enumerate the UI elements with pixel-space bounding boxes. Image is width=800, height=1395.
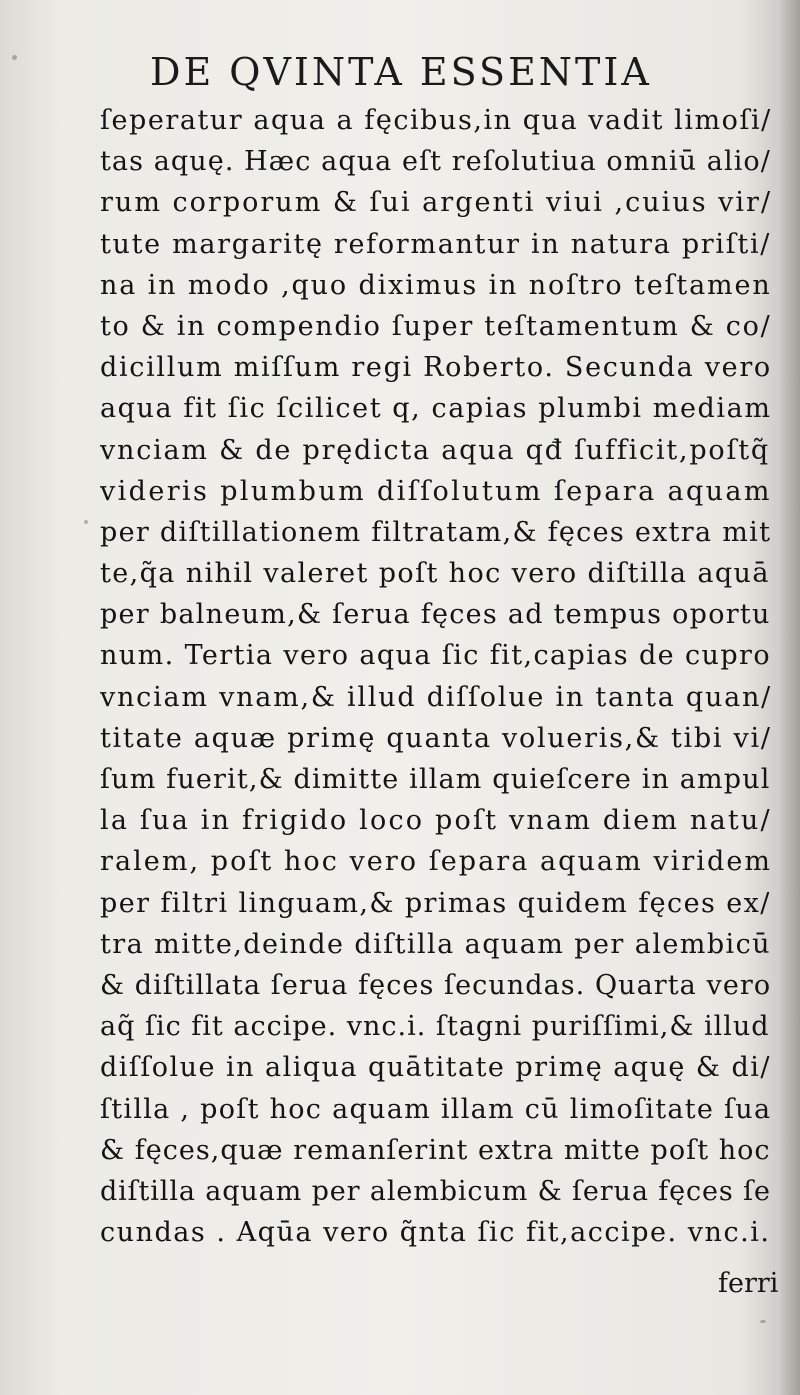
text-line: per balneum,& ſerua fęces ad tempus oportu — [100, 599, 771, 631]
text-line: & fęces,quæ remanſerint extra mitte poſt hoc — [100, 1134, 771, 1166]
body-text — [100, 100, 780, 1253]
running-title: DE QVINTA ESSENTIA — [150, 50, 652, 94]
text-line: aq̃ ſic fit accipe. vnc.i. ſtagni puriſſimi,& illud — [100, 1011, 770, 1043]
text-line: te,q̃a nihil valeret poſt hoc vero diſtilla aquā — [100, 558, 770, 590]
text-line: per diſtillationem filtratam,& fęces extra mit — [100, 516, 772, 548]
text-line: tas aquę. Hæc aqua eſt reſolutiua omniū alio/ — [100, 146, 771, 178]
text-line: per filtri linguam,& primas quidem fęces ex/ — [100, 887, 771, 919]
catchword: ferri — [718, 1268, 779, 1299]
text-line: vnciam vnam,& illud diſſolue in tanta quan/ — [100, 681, 773, 713]
text-line: num. Tertia vero aqua ſic fit,capias de cupro — [100, 640, 772, 672]
text-line: rum corporum & ſui argenti viui ,cuius vir/ — [100, 187, 773, 219]
binding-gutter-shadow — [778, 0, 800, 1395]
text-line: ſtilla , poſt hoc aquam illam cū limoſitate ſua — [100, 1093, 772, 1125]
text-line: to & in compendio ſuper teſtamentum & co/ — [100, 310, 772, 342]
text-line: na in modo ,quo diximus in noſtro teſtamen — [100, 269, 772, 301]
paper-speck — [760, 1320, 766, 1323]
text-line: la ſua in frigido loco poſt vnam diem natu/ — [100, 805, 772, 837]
text-line: aqua fit ſic ſcilicet q, capias plumbi mediam — [100, 393, 772, 425]
text-line: ſeperatur aqua a fęcibus,in qua vadit limoſi/ — [100, 105, 772, 136]
text-line: ralem, poſt hoc vero ſepara aquam viridem — [100, 846, 773, 878]
text-line: tute margaritę reformantur in natura priſti/ — [100, 228, 772, 260]
text-line: diſſolue in aliqua quātitate primę aquę & di/ — [100, 1052, 771, 1084]
text-line: titate aquæ primę quanta volueris,& tibi vi/ — [100, 722, 772, 754]
text-line: tra mitte,deinde diſtilla aquam per alembicū — [100, 928, 771, 960]
text-line: dicillum miſſum regi Roberto. Secunda vero — [100, 352, 772, 384]
text-line: ſum fuerit,& dimitte illam quieſcere in ampul — [100, 764, 771, 795]
paper-speck — [84, 520, 88, 524]
paper-speck — [12, 55, 17, 60]
text-line: cundas . Aqūa vero q̃nta ſic fit,accipe. vnc.i. — [100, 1217, 771, 1249]
text-line: & diſtillata ſerua fęces ſecundas. Quarta vero — [100, 969, 772, 1001]
text-line: diſtilla aquam per alembicum & ſerua fęces ſe — [100, 1175, 771, 1207]
text-line: videris plumbum diſſolutum ſepara aquam — [100, 475, 772, 507]
text-line: vnciam & de prędicta aqua qđ ſufficit,poſtq̃ — [100, 434, 770, 466]
